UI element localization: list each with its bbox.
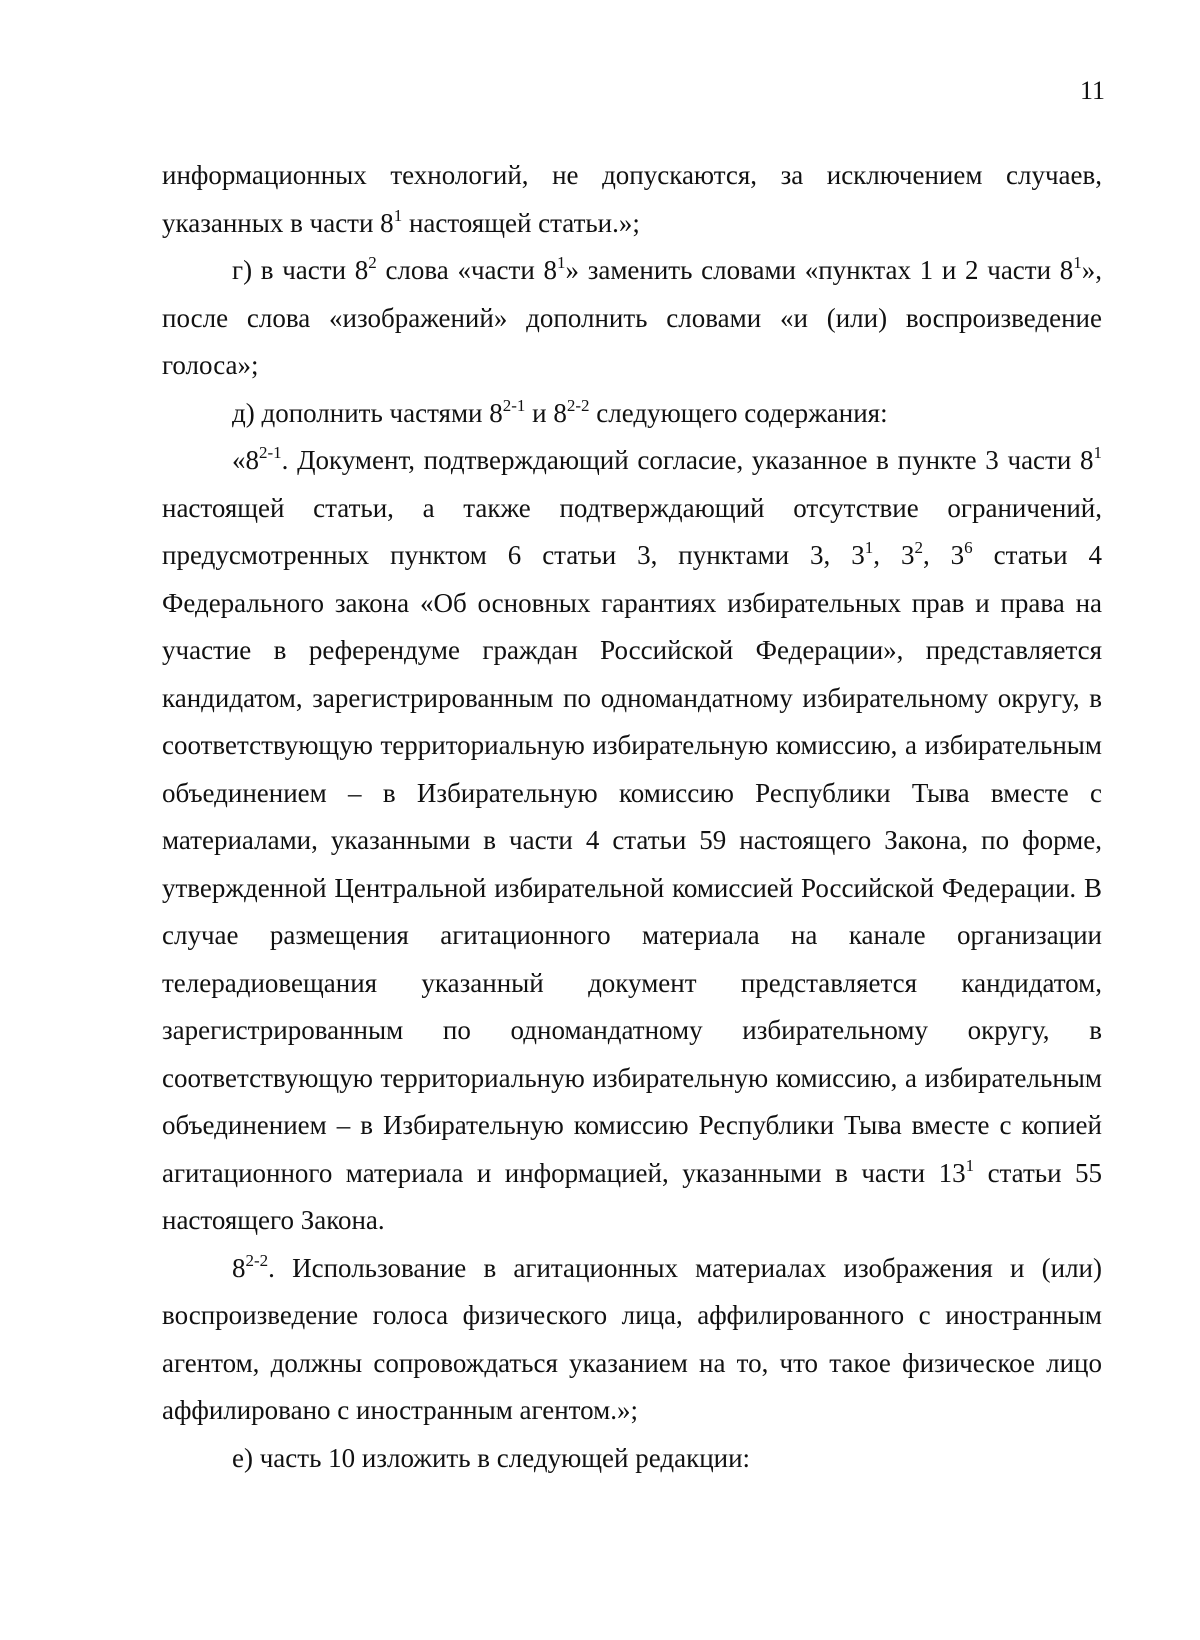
text-run: . Документ, подтверждающий согласие, указанное в пункте 3 части 8 — [281, 445, 1094, 475]
superscript: 1 — [556, 253, 566, 272]
text-run: «8 — [232, 445, 259, 475]
superscript: 1 — [393, 205, 403, 225]
document-body — [162, 152, 1102, 1482]
superscript: 1 — [864, 538, 874, 557]
paragraph-5 — [162, 1245, 1102, 1435]
paragraph-3 — [162, 390, 1102, 438]
superscript: 2-1 — [502, 395, 526, 415]
text-run: , 3 — [873, 540, 915, 570]
text-run: », после слова «изображений» дополнить словами «и (или) воспроизведение голоса»; — [162, 255, 1102, 380]
superscript: 2-2 — [245, 1250, 269, 1270]
text-run: д) дополнить частями 8 — [232, 397, 503, 428]
text-run: е) часть 10 изложить в следующей редакции: — [232, 1442, 751, 1473]
text-run: и 8 — [525, 397, 567, 428]
paragraph-1 — [162, 152, 1102, 247]
text-run: следующего содержания: — [589, 397, 888, 428]
superscript: 1 — [1093, 443, 1102, 462]
text-run: настоящей статьи.»; — [402, 207, 640, 238]
text-run: » заменить словами «пунктах 1 и 2 части 8 — [565, 255, 1074, 285]
text-run: , 3 — [922, 540, 965, 570]
text-run: 8 — [232, 1252, 246, 1283]
superscript: 1 — [965, 1155, 975, 1175]
text-run: статьи 4 Федерального закона «Об основных гарантиях избирательных прав и права на участие в референдуме граждан Российской Федерации», представляется кандидатом, зарегистрированным по одномандатному избирательному округу, в соответствующую территориальную избирательную комиссию, а избирательным объединением – в Избирательную комиссию Республики Тыва вместе с материалами, указанными в части 4 статьи 59 настоящего Закона, по форме, утвержденной Центральной избирательной комиссией Российской Федерации. В случае размещения агитационного материала на канале организации телерадиовещания указанный документ представляется кандидатом, зарегистрированным по одномандатному избирательному округу, в соответствующую территориальную избирательную комиссию, а избирательным объединением – в Избирательную комиссию Республики Тыва вместе с копией агитационного материала и информацией, указанными в части 13 — [162, 540, 1103, 1188]
text-run: настоящей статьи, а также подтверждающий отсутствие ограничений, предусмотренных пунктом 6 статьи 3, пунктами 3, 3 — [162, 492, 1102, 570]
superscript: 1 — [1073, 253, 1082, 272]
page-number: 11 — [1080, 76, 1106, 105]
paragraph-2 — [162, 247, 1102, 390]
text-run: слова «части 8 — [376, 255, 557, 285]
paragraph-6 — [162, 1435, 1102, 1483]
superscript: 6 — [964, 538, 973, 557]
text-run: . Использование в агитационных материалах изображения и (или) воспроизведение голоса физического лица, аффилированного с иностранным агентом, должны сопровождаться указанием на то, что такое физическое лицо аффилировано с иностранным агентом.»; — [162, 1252, 1102, 1425]
text-run: статьи 55 настоящего Закона. — [162, 1157, 1102, 1235]
superscript: 2 — [914, 538, 923, 557]
text-run: г) в части 8 — [232, 255, 369, 285]
superscript: 2 — [368, 253, 377, 272]
text-run: информационных технологий, не допускаются, за исключением случаев, указанных в части 8 — [162, 160, 1102, 238]
superscript: 2-2 — [566, 395, 590, 415]
superscript: 2-1 — [259, 443, 282, 462]
paragraph-4 — [162, 437, 1102, 1245]
